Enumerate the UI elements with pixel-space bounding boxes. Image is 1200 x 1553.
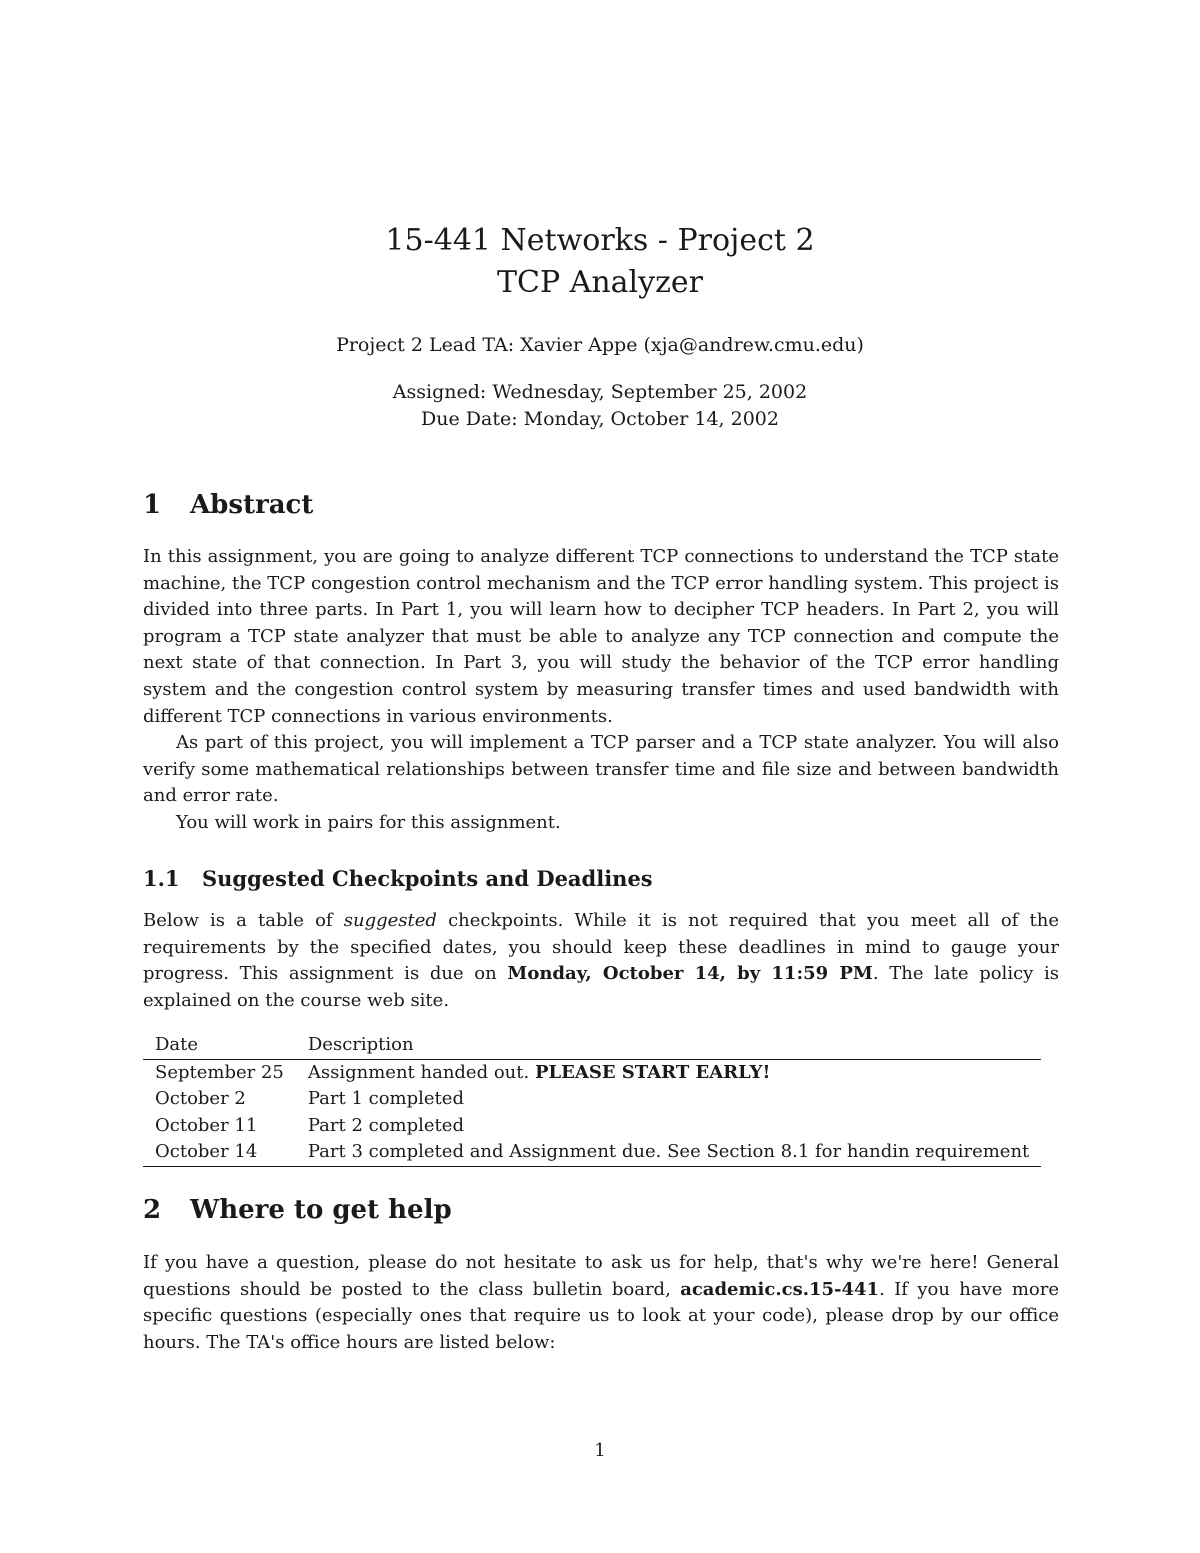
- section-number: 1: [143, 490, 162, 520]
- abstract-paragraph-1: In this assignment, you are going to analyze different TCP connections to understand the TCP state machine, the TCP congestion control mechanism and the TCP error handling system. This project is divided into three parts. In Part 1, you will learn how to decipher TCP headers. In Part 2, you will program a TCP state analyzer that must be able to analyze any TCP connection and compute the next state of that connection. In Part 3, you will study the behavior of the TCP error handling system and the congestion control system by measuring transfer times and used bandwidth with different TCP connections in various environments.: [143, 546, 1059, 727]
- table-row: [143, 1113, 1041, 1140]
- subsection-number: 1.1: [143, 866, 180, 891]
- bulletin-board-name: academic.cs.15-441: [680, 1278, 880, 1300]
- row-description: Part 2 completed: [307, 1114, 464, 1136]
- document-subtitle: TCP Analyzer: [496, 265, 703, 300]
- checkpoints-body: [143, 908, 1059, 1014]
- checkpoints-paragraph: Below is a table of suggested checkpoints. While it is not required that you meet all of the requirements by the specified dates, you should keep these deadlines in mind to gauge your progress. This assignment is due on Monday, October 14, by 11:59 PM. The late policy is explained on the course web site.: [143, 910, 1059, 1011]
- row-date: September 25: [155, 1061, 284, 1083]
- section-title: Where to get help: [190, 1195, 452, 1225]
- help-paragraph: If you have a question, please do not hesitate to ask us for help, that's why we're here! General questions should be posted to the class bulletin board, academic.cs.15-441. If you have more specific questions (especially ones that require us to look at your code), please drop by our office hours. The TA's office hours are listed below:: [143, 1252, 1059, 1353]
- italic-suggested: suggested: [343, 910, 437, 931]
- table-row: [143, 1139, 1041, 1166]
- subsection-heading-checkpoints: [143, 866, 653, 891]
- section-number: 2: [143, 1195, 162, 1225]
- table-row: [143, 1059, 1041, 1086]
- row-description: Part 3 completed and Assignment due. See Section 8.1 for handin requirement: [296, 1139, 1041, 1166]
- section-title: Abstract: [190, 490, 314, 520]
- table-row: [143, 1086, 1041, 1113]
- header-date: Date: [143, 1032, 296, 1059]
- help-body: [143, 1250, 1059, 1356]
- section-heading-help: [143, 1195, 452, 1225]
- document-title: 15-441 Networks - Project 2: [385, 223, 815, 258]
- abstract-paragraph-3: You will work in pairs for this assignment.: [176, 811, 561, 833]
- row-date: October 14: [143, 1139, 296, 1166]
- assigned-date: Assigned: Wednesday, September 25, 2002: [392, 381, 808, 403]
- abstract-paragraph-2: As part of this project, you will implement a TCP parser and a TCP state analyzer. You will also verify some mathematical relationships between transfer time and file size and between bandwidth and error rate.: [143, 732, 1059, 807]
- row-date: October 2: [155, 1088, 246, 1110]
- lead-ta-line: Project 2 Lead TA: Xavier Appe (xja@andrew.cmu.edu): [336, 334, 864, 356]
- row-date: October 11: [155, 1114, 258, 1136]
- row-description: Assignment handed out. PLEASE START EARLY!: [307, 1061, 771, 1083]
- due-date: Due Date: Monday, October 14, 2002: [421, 408, 779, 430]
- section-heading-abstract: [143, 490, 313, 520]
- deadlines-table: [143, 1032, 1041, 1167]
- title-block: [0, 220, 1200, 433]
- page-number: 1: [594, 1440, 606, 1461]
- abstract-body: [143, 544, 1059, 837]
- row-description: Part 1 completed: [307, 1088, 464, 1110]
- header-description: Description: [296, 1032, 1041, 1059]
- table-header-row: [143, 1032, 1041, 1059]
- bold-due-date: Monday, October 14, by 11:59 PM: [507, 963, 873, 985]
- subsection-title: Suggested Checkpoints and Deadlines: [202, 866, 653, 891]
- start-early-emphasis: PLEASE START EARLY!: [534, 1061, 771, 1083]
